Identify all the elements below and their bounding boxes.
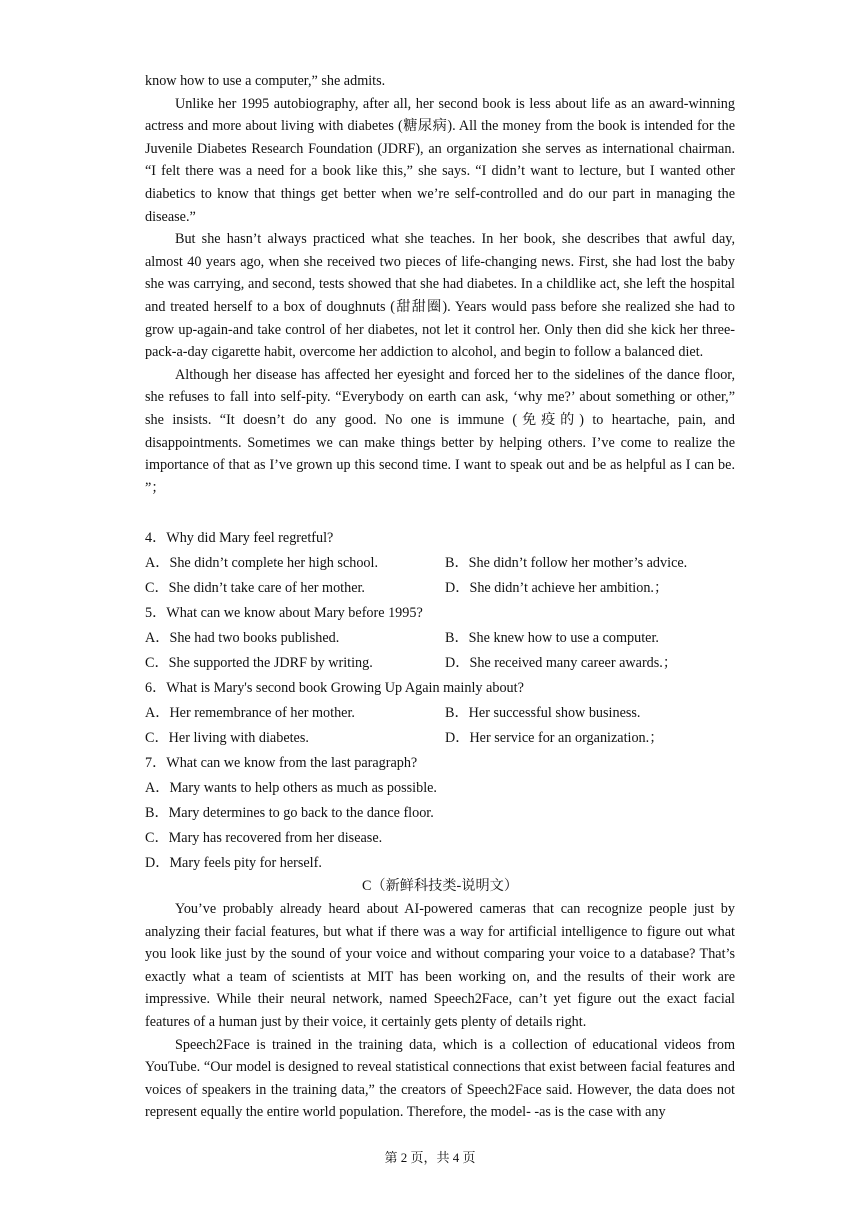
option-text: Her service for an organization.； xyxy=(469,730,664,746)
option-letter: A． xyxy=(145,630,170,646)
option-text: She didn’t achieve her ambition.； xyxy=(469,580,669,596)
question-number: 5． xyxy=(145,605,167,621)
question-number: 7． xyxy=(145,755,167,771)
option-letter: C． xyxy=(145,655,169,671)
option-b xyxy=(445,626,659,651)
option-letter: A． xyxy=(145,705,170,721)
question-6-stem xyxy=(145,676,735,701)
option-text: She didn’t take care of her mother. xyxy=(168,580,365,596)
option-a xyxy=(145,776,735,801)
question-4-options-row-2 xyxy=(145,576,735,601)
question-stem: What can we know about Mary before 1995? xyxy=(166,605,423,621)
question-7-stem xyxy=(145,751,735,776)
question-number: 4． xyxy=(145,530,167,546)
option-c xyxy=(145,826,735,851)
option-text: She didn’t complete her high school. xyxy=(169,555,379,571)
question-4-stem xyxy=(145,526,735,551)
option-a xyxy=(145,626,339,651)
question-6-options-row-2 xyxy=(145,726,735,751)
paragraph: know how to use a computer,” she admits. xyxy=(145,73,386,89)
option-letter: D． xyxy=(445,580,470,596)
question-6-options-row-1 xyxy=(145,701,735,726)
option-letter: A． xyxy=(145,780,170,796)
option-c xyxy=(145,726,309,751)
paragraph: Although her disease has affected her eyesight and forced her to the sidelines of the dance floor, she refuses to fall into self-pity. “Everybody on earth can ask, ‘why me?’ about something or other,” she insists. “It doesn’t do any good. No one is immune (免疫的) to heartache, pain, and disappointments. Sometimes we can make things better by helping others. I’ve come to realize the importance of that as I’ve grown up this second time. I want to speak out and be as helpful as I can be. ”； xyxy=(145,366,735,496)
option-letter: B． xyxy=(145,805,169,821)
question-5-options-row-2 xyxy=(145,651,735,676)
option-b xyxy=(445,701,640,726)
option-c xyxy=(145,651,373,676)
option-text: Her living with diabetes. xyxy=(168,730,309,746)
option-letter: B． xyxy=(445,630,469,646)
option-d xyxy=(445,726,663,751)
option-text: Her successful show business. xyxy=(468,705,641,721)
option-letter: A． xyxy=(145,555,170,571)
paragraph: You’ve probably already heard about AI-powered cameras that can recognize people just by analyzing their facial features, but what if there was a way for artificial intelligence to figure out what you look like just by the sound of your voice and without comparing your voice to a database? That’s exactly what a team of scientists at MIT has been working on, and the results of their work are impressive. While their neural network, named Speech2Face, can’t yet figure out the exact facial features of a human just by their voice, it certainly gets plenty of details right. xyxy=(145,901,735,1030)
option-text: Mary has recovered from her disease. xyxy=(168,830,383,846)
option-text: She supported the JDRF by writing. xyxy=(168,655,373,671)
question-number: 6． xyxy=(145,680,167,696)
passage-b-continued xyxy=(145,70,735,499)
option-letter: C． xyxy=(145,580,169,596)
option-d xyxy=(145,851,735,876)
option-a xyxy=(145,551,378,576)
paragraph: Speech2Face is trained in the training data, which is a collection of educational videos from YouTube. “Our model is designed to reveal statistical connections that exist between facial features and voices of speakers in the training data,” the creators of Speech2Face said. However, the data does not represent equally the entire world population. Therefore, the model- -as is the case with any xyxy=(145,1036,735,1121)
question-5-stem xyxy=(145,601,735,626)
page-footer: 第 2 页，共 4 页 xyxy=(384,1150,476,1165)
option-text: She received many career awards.； xyxy=(469,655,678,671)
option-text: Mary feels pity for herself. xyxy=(169,855,322,871)
option-text: She didn’t follow her mother’s advice. xyxy=(468,555,688,571)
question-stem: Why did Mary feel regretful? xyxy=(166,530,334,546)
option-d xyxy=(445,576,668,601)
paragraph: But she hasn’t always practiced what she teaches. In her book, she describes that awful day, almost 40 years ago, when she received two pieces of life-changing news. First, she had lost the baby she was carrying, and second, tests showed that she had diabetes. In a childlike act, she left the hospital and treated herself to a box of doughnuts (甜甜圈). Years would pass before she realized she had to grow up-again-and take control of her diabetes, not let it control her. Only then did she kick her three-pack-a-day cigarette habit, overcome her addiction to alcohol, and begin to follow a balanced diet. xyxy=(145,231,735,361)
option-b xyxy=(445,551,687,576)
section-c-title: C（新鲜科技类-说明文） xyxy=(361,878,519,894)
question-4-options-row-1 xyxy=(145,551,735,576)
question-5-options-row-1 xyxy=(145,626,735,651)
option-letter: B． xyxy=(445,705,469,721)
option-letter: D． xyxy=(445,655,470,671)
option-letter: C． xyxy=(145,730,169,746)
option-text: She knew how to use a computer. xyxy=(468,630,659,646)
option-d xyxy=(445,651,677,676)
option-letter: B． xyxy=(445,555,469,571)
option-b xyxy=(145,801,735,826)
option-text: She had two books published. xyxy=(169,630,340,646)
option-text: Her remembrance of her mother. xyxy=(169,705,355,721)
passage-c xyxy=(145,898,735,1124)
option-c xyxy=(145,576,365,601)
question-stem: What is Mary's second book Growing Up Again mainly about? xyxy=(166,680,524,696)
question-list xyxy=(145,526,735,876)
option-text: Mary wants to help others as much as possible. xyxy=(169,780,437,796)
option-letter: D． xyxy=(445,730,470,746)
option-letter: D． xyxy=(145,855,170,871)
option-letter: C． xyxy=(145,830,169,846)
option-text: Mary determines to go back to the dance floor. xyxy=(168,805,434,821)
option-a xyxy=(145,701,355,726)
question-stem: What can we know from the last paragraph? xyxy=(166,755,418,771)
paragraph: Unlike her 1995 autobiography, after all, her second book is less about life as an award-winning actress and more about living with diabetes (糖尿病). All the money from the book is intended for the Juvenile Diabetes Research Foundation (JDRF), an organization she serves as international chairman. “I felt there was a need for a book like this,” she says. “I didn’t want to lecture, but I wanted other diabetics to know that things get better when we’re self-controlled and do our part in managing the disease.” xyxy=(145,95,735,225)
